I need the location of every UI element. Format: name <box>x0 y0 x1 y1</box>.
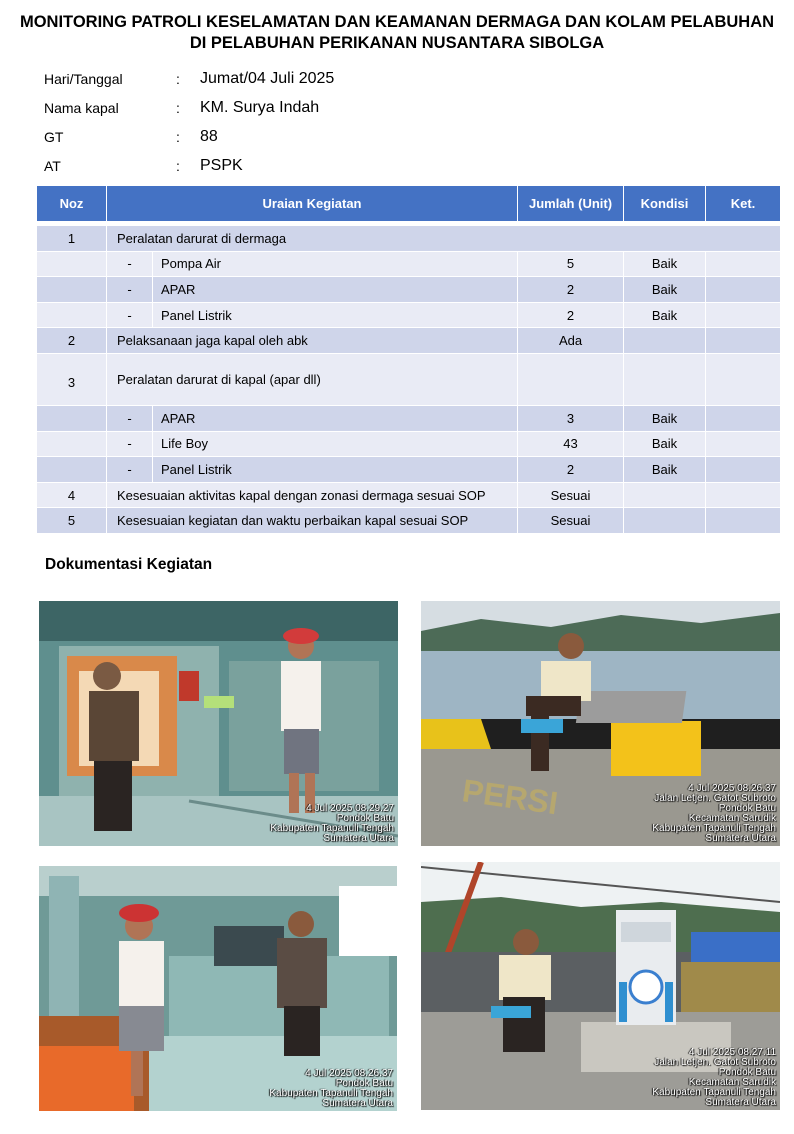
meta-label: Nama kapal <box>44 99 119 116</box>
table-row <box>37 353 781 405</box>
svg-text:PERSI: PERSI <box>460 772 561 822</box>
meta-colon: : <box>176 99 180 116</box>
cell-kondisi <box>624 353 706 405</box>
cell-jumlah: 5 <box>518 251 624 277</box>
table-row <box>37 277 781 303</box>
cell-no <box>37 302 107 328</box>
cell-uraian: APAR <box>153 405 518 431</box>
cell-no: 1 <box>37 226 107 252</box>
meta-colon: : <box>176 128 180 145</box>
table-row <box>37 405 781 431</box>
cell-uraian: Life Boy <box>153 431 518 457</box>
photo-timestamp: 4 Jul 2025 08.27.11 Jalan Letjen. Gatot Subroto Pondok Batu Kecamatan Sarudik Kabupaten Tapanuli Tengah Sumatera Utara <box>652 1047 776 1108</box>
cell-ket <box>706 457 781 483</box>
cell-kondisi: Baik <box>624 302 706 328</box>
table-row <box>37 328 781 354</box>
cell-no <box>37 405 107 431</box>
cell-uraian: Kesesuaian aktivitas kapal dengan zonasi dermaga sesuai SOP <box>107 482 518 508</box>
table-row <box>37 431 781 457</box>
cell-jumlah: 2 <box>518 457 624 483</box>
cell-no <box>37 251 107 277</box>
title-line-1: MONITORING PATROLI KESELAMATAN DAN KEAMANAN DERMAGA DAN KOLAM PELABUHAN <box>19 13 775 31</box>
cell-ket <box>706 251 781 277</box>
photo-ship-interior-inspection <box>39 866 397 1111</box>
cell-jumlah: 2 <box>518 302 624 328</box>
cell-no: 3 <box>37 353 107 405</box>
cell-uraian: Kesesuaian kegiatan dan waktu perbaikan kapal sesuai SOP <box>107 508 518 534</box>
meta-label: AT <box>44 157 61 174</box>
cell-uraian: Pelaksanaan jaga kapal oleh abk <box>107 328 518 354</box>
header-uraian: Uraian Kegiatan <box>107 186 518 222</box>
cell-dash: - <box>107 457 153 483</box>
cell-uraian: Peralatan darurat di kapal (apar dll) <box>107 353 518 405</box>
meta-colon: : <box>176 70 180 87</box>
cell-no <box>37 431 107 457</box>
photo-dock-power-panel <box>421 862 780 1110</box>
header-no: Noz <box>37 186 107 222</box>
cell-no <box>37 457 107 483</box>
cell-ket <box>706 431 781 457</box>
cell-kondisi: Baik <box>624 277 706 303</box>
meta-value: PSPK <box>200 156 243 174</box>
header-jumlah: Jumlah (Unit) <box>518 186 624 222</box>
cell-ket <box>706 328 781 354</box>
cell-uraian: Panel Listrik <box>153 302 518 328</box>
cell-kondisi <box>624 508 706 534</box>
table-row <box>37 482 781 508</box>
table-row <box>37 457 781 483</box>
document-title <box>0 12 794 54</box>
meta-row-ship-name <box>44 93 544 122</box>
cell-jumlah: 2 <box>518 277 624 303</box>
cell-dash: - <box>107 431 153 457</box>
meta-value: Jumat/04 Juli 2025 <box>200 69 335 87</box>
title-line-2: DI PELABUHAN PERIKANAN NUSANTARA SIBOLGA <box>189 34 605 52</box>
meta-label: Hari/Tanggal <box>44 70 123 87</box>
header-kondisi: Kondisi <box>624 186 706 222</box>
cell-jumlah: 3 <box>518 405 624 431</box>
cell-no <box>37 277 107 303</box>
cell-ket <box>706 353 781 405</box>
cell-dash: - <box>107 277 153 303</box>
cell-ket <box>706 508 781 534</box>
meta-value: KM. Surya Indah <box>200 98 320 116</box>
cell-kondisi <box>624 328 706 354</box>
documentation-title: Dokumentasi Kegiatan <box>45 556 213 573</box>
cell-kondisi: Baik <box>624 405 706 431</box>
cell-uraian: Peralatan darurat di dermaga <box>107 226 781 252</box>
header-ket: Ket. <box>706 186 781 222</box>
cell-kondisi: Baik <box>624 251 706 277</box>
cell-uraian: Panel Listrik <box>153 457 518 483</box>
meta-info <box>44 64 544 180</box>
cell-dash: - <box>107 302 153 328</box>
cell-ket <box>706 277 781 303</box>
cell-ket <box>706 482 781 508</box>
cell-jumlah <box>518 353 624 405</box>
cell-kondisi: Baik <box>624 457 706 483</box>
cell-dash: - <box>107 251 153 277</box>
table-row <box>37 508 781 534</box>
activity-table <box>36 185 781 534</box>
cell-dash: - <box>107 405 153 431</box>
cell-jumlah: Sesuai <box>518 508 624 534</box>
photo-timestamp: 4 Jul 2025 08.26.37 Jalan Letjen. Gatot Subroto Pondok Batu Kecamatan Sarudik Kabupaten Tapanuli Tengah Sumatera Utara <box>652 783 776 844</box>
cell-ket <box>706 302 781 328</box>
table-row <box>37 226 781 252</box>
cell-kondisi <box>624 482 706 508</box>
meta-value: 88 <box>200 127 218 145</box>
cell-jumlah: Ada <box>518 328 624 354</box>
meta-row-gt <box>44 122 544 151</box>
cell-jumlah: Sesuai <box>518 482 624 508</box>
cell-no: 4 <box>37 482 107 508</box>
photo-timestamp: 4 Jul 2025 08.26.37 Pondok Batu Kabupaten Tapanuli Tengah Sumatera Utara <box>269 1068 393 1109</box>
cell-uraian: APAR <box>153 277 518 303</box>
table-row <box>37 302 781 328</box>
photo-timestamp: 4 Jul 2025 08.29.27 Pondok Batu Kabupaten Tapanuli Tengah Sumatera Utara <box>270 803 394 844</box>
cell-jumlah: 43 <box>518 431 624 457</box>
meta-label: GT <box>44 128 64 145</box>
photo-ship-cabin-inspection <box>39 601 398 846</box>
photo-dock-equipment-box <box>421 601 780 846</box>
cell-uraian: Pompa Air <box>153 251 518 277</box>
table-row <box>37 251 781 277</box>
meta-row-at <box>44 151 544 180</box>
meta-row-date <box>44 64 544 93</box>
cell-ket <box>706 405 781 431</box>
cell-no: 2 <box>37 328 107 354</box>
table-header-row <box>37 186 781 222</box>
cell-no: 5 <box>37 508 107 534</box>
cell-kondisi: Baik <box>624 431 706 457</box>
meta-colon: : <box>176 157 180 174</box>
